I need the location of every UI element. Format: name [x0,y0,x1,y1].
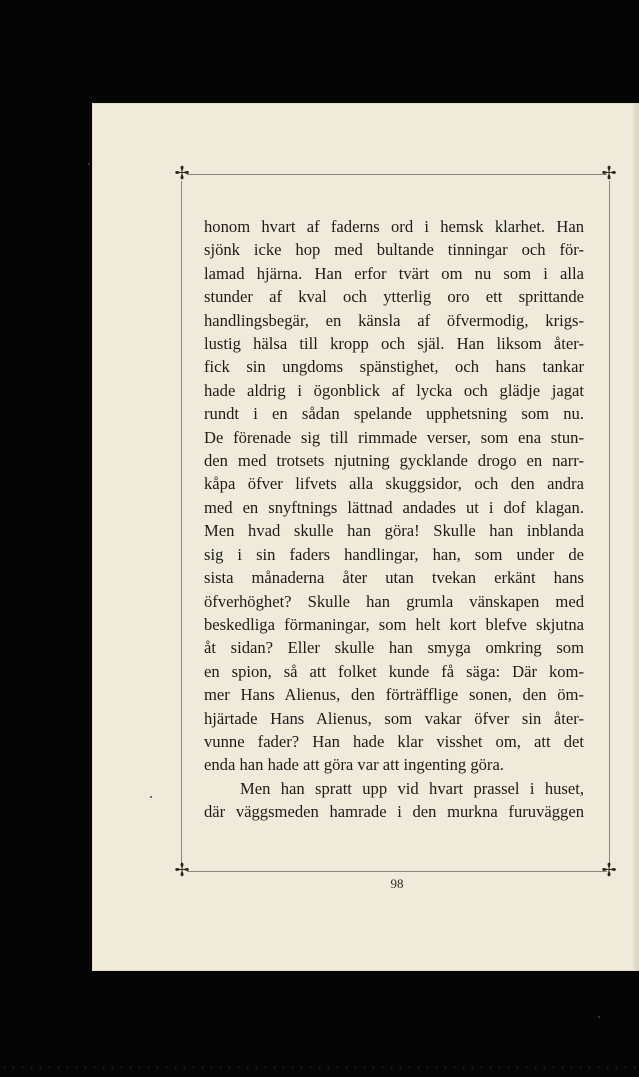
frame-bottom-rule [187,871,607,872]
text-line: honom hvart af faderns ord i hemsk klarhet. Han [204,217,584,236]
frame-right-rule [609,181,610,863]
corner-ornament-icon: ✢ [601,163,617,184]
corner-ornament-icon: ✢ [601,860,617,881]
page-number: 98 [390,876,404,891]
text-line: vunne fader? Han hade klar visshet om, att det [204,731,584,751]
corner-ornament-icon: ✢ [174,163,190,184]
text-line: hjärtade Hans Alienus, som vakar öfver sin åter- [204,708,584,728]
text-line: med en snyftnings lättnad andades ut i dof klagan. [204,497,584,517]
frame-top-rule [187,174,607,175]
text-line: Men han spratt upp vid hvart prassel i huset, [240,778,584,798]
book-page [92,103,639,971]
text-line: mer Hans Alienus, den förträfflige sonen, den öm- [204,685,584,705]
body-text [204,215,584,824]
text-line: rundt i en sådan spelande upphetsning som nu. [204,404,584,424]
page-edge [633,103,639,971]
text-line: åt sidan? Eller skulle han smyga omkring som [204,638,584,658]
text-line: lustig hälsa till kropp och själ. Han liksom åter- [204,334,584,354]
text-line: sista månaderna åter utan tvekan erkänt hans [204,568,584,588]
scan-edge-dots [0,1066,639,1069]
text-line: sjönk icke hop med bultande tinningar och för- [204,240,584,260]
text-line: beskedliga förmaningar, som helt kort blefve skjutna [204,614,584,634]
corner-ornament-icon: ✢ [174,860,190,881]
text-line: Men hvad skulle han göra! Skulle han inblanda [204,521,584,541]
text-line: hade aldrig i ögonblick af lycka och glädje jagat [204,380,584,400]
text-line: där väggsmeden hamrade i den murkna furuväggen [204,802,584,822]
scan-speck [598,1016,600,1018]
text-line: stunder af kval och ytterlig oro ett sprittande [204,287,584,307]
scan-speck [150,796,152,798]
text-line: fick sin ungdoms spänstighet, och hans tankar [204,357,584,377]
text-line: De förenade sig till rimmade verser, som ena stun- [204,427,584,447]
text-line: kåpa öfver lifvets alla skuggsidor, och den andra [204,474,584,494]
scan-speck [88,163,90,165]
text-line: öfverhöghet? Skulle han grumla vänskapen med [204,591,584,611]
text-line: sig i sin faders handlingar, han, som under de [204,544,584,564]
text-line: handlingsbegär, en känsla af öfvermodig, krigs- [204,310,584,330]
text-line: lamad hjärna. Han erfor tvärt om nu som i alla [204,263,584,283]
frame-left-rule [181,181,182,863]
text-line: den med trotsets njutning gycklande drogo en narr- [204,451,584,471]
text-line: enda han hade att göra var att ingenting göra. [204,755,504,775]
text-line: en spion, så att folket kunde få säga: Där kom- [204,661,584,681]
